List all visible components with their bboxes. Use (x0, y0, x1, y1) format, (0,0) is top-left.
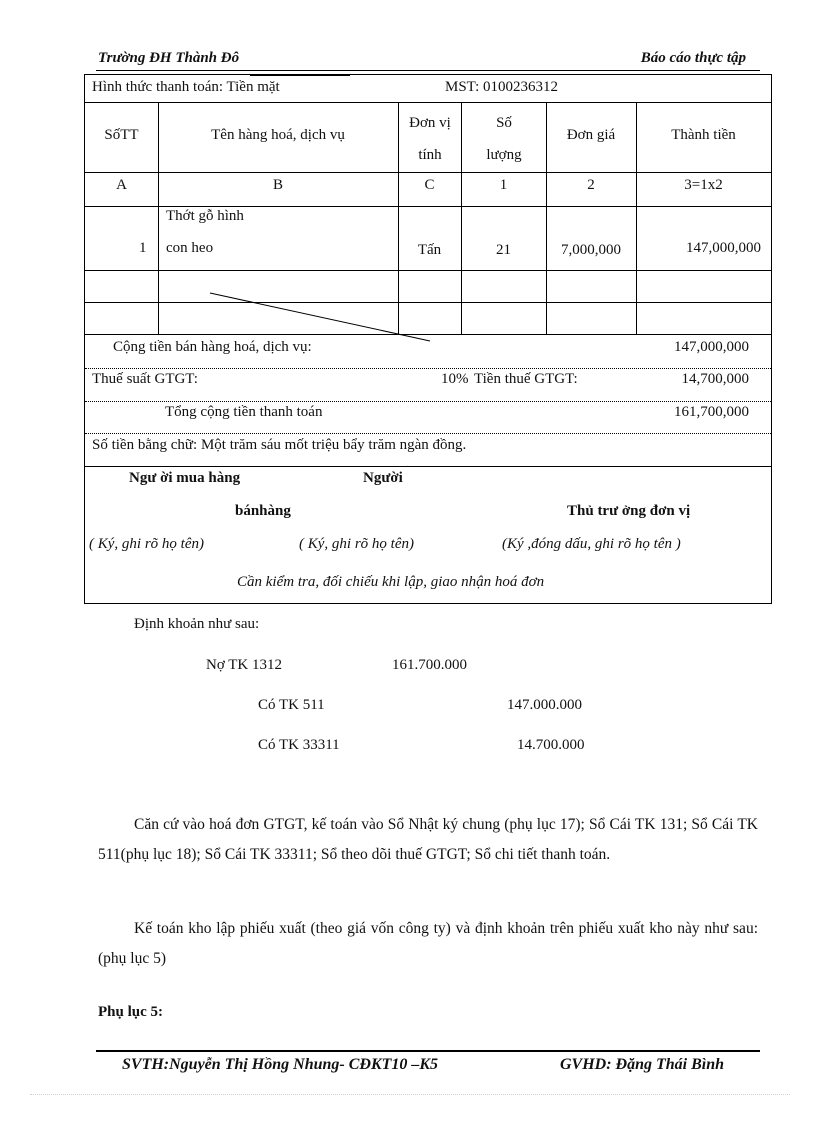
col-header-qty: Số lượng (486, 115, 522, 163)
unit-head-label: Thủ trư ởng đơn vị (567, 503, 691, 519)
seller-label-1: Người (363, 470, 403, 486)
item-unit: Tấn (417, 242, 442, 258)
col-code: 2 (587, 177, 595, 193)
row-divider (85, 270, 771, 271)
row-divider (85, 102, 771, 103)
page-bottom-edge (30, 1094, 790, 1095)
col-divider (461, 102, 462, 335)
entry-amount: 147.000.000 (507, 697, 582, 713)
total-label: Tổng cộng tiền thanh toán (165, 404, 323, 420)
entry-account: Có TK 511 (258, 697, 325, 713)
row-divider (85, 206, 771, 207)
total-value: 161,700,000 (674, 404, 749, 420)
header-divider (96, 70, 760, 71)
invoice-note: Cần kiểm tra, đối chiếu khi lập, giao nhận hoá đơn (237, 574, 545, 590)
footer-advisor: GVHD: Đặng Thái Bình (560, 1056, 725, 1073)
amount-in-words: Số tiền bằng chữ: Một trăm sáu mốt triệu bẩy trăm ngàn đồng. (92, 437, 467, 453)
vat-rate-label: Thuế suất GTGT: (92, 371, 198, 387)
invoice-table (84, 74, 772, 604)
seller-signature-hint: ( Ký, ghi rõ họ tên) (299, 536, 414, 552)
item-price: 7,000,000 (561, 242, 621, 258)
row-divider (85, 334, 771, 335)
head-signature-hint: (Ký ,đóng dấu, ghi rõ họ tên ) (502, 536, 681, 552)
col-header-stt: SốTT (104, 127, 139, 143)
payment-method: Hình thức thanh toán: Tiền mặt (92, 79, 280, 95)
entries-intro: Định khoản như sau: (134, 616, 260, 632)
col-code: 3=1x2 (684, 177, 723, 193)
buyer-signature-hint: ( Ký, ghi rõ họ tên) (89, 536, 204, 552)
col-code: C (424, 177, 435, 193)
paragraph: Kế toán kho lập phiếu xuất (theo giá vốn công ty) và định khoản trên phiếu xuất kho này như sau: (phụ lục 5) (98, 920, 758, 967)
school-name: Trường ĐH Thành Đô (98, 50, 240, 66)
seller-label-2: bánhàng (235, 503, 291, 519)
buyer-label: Ngư ời mua hàng (129, 470, 241, 486)
col-code: A (116, 177, 127, 193)
col-header-amount: Thành tiền (671, 127, 736, 143)
footer-student: SVTH:Nguyễn Thị Hồng Nhung- CĐKT10 –K5 (122, 1056, 439, 1073)
entry-amount: 14.700.000 (517, 737, 585, 753)
col-header-price: Đơn giá (566, 127, 616, 143)
col-header-name: Tên hàng hoá, dịch vụ (211, 127, 345, 143)
paragraph: Căn cứ vào hoá đơn GTGT, kế toán vào Sổ Nhật ký chung (phụ lục 17); Sổ Cái TK 131; Sổ Cái TK 511(phụ lục 18); Sổ Cái TK 33311; Sổ theo dõi thuế GTGT; Sổ chi tiết thanh toán. (98, 816, 758, 863)
item-qty: 21 (496, 242, 511, 258)
col-code: B (272, 177, 283, 193)
row-divider (85, 466, 771, 467)
col-header-unit: Đơn vị tính (409, 115, 451, 163)
vat-amount: 14,700,000 (681, 371, 749, 387)
appendix-heading: Phụ lục 5: (98, 1004, 164, 1020)
row-divider (85, 172, 771, 173)
payment-underline (250, 75, 350, 76)
subtotal-label: Cộng tiền bán hàng hoá, dịch vụ: (113, 339, 312, 355)
report-title: Báo cáo thực tập (640, 50, 746, 66)
footer-divider (96, 1050, 760, 1052)
item-stt: 1 (139, 240, 147, 256)
item-name-line2: con heo (166, 240, 214, 256)
vat-amount-label: Tiền thuế GTGT: (474, 371, 578, 387)
col-code: 1 (499, 177, 508, 193)
strike-line (205, 289, 435, 344)
row-divider (85, 401, 771, 402)
item-name-line1: Thớt gỗ hình (166, 208, 244, 224)
vat-rate: 10% (441, 371, 469, 387)
row-divider (85, 368, 771, 369)
tax-code: MST: 0100236312 (445, 79, 559, 95)
row-divider (85, 433, 771, 434)
entry-account: Nợ TK 1312 (206, 657, 282, 673)
subtotal-value: 147,000,000 (674, 339, 749, 355)
entry-account: Có TK 33311 (258, 737, 340, 753)
entry-amount: 161.700.000 (392, 657, 467, 673)
item-amount: 147,000,000 (686, 240, 761, 256)
